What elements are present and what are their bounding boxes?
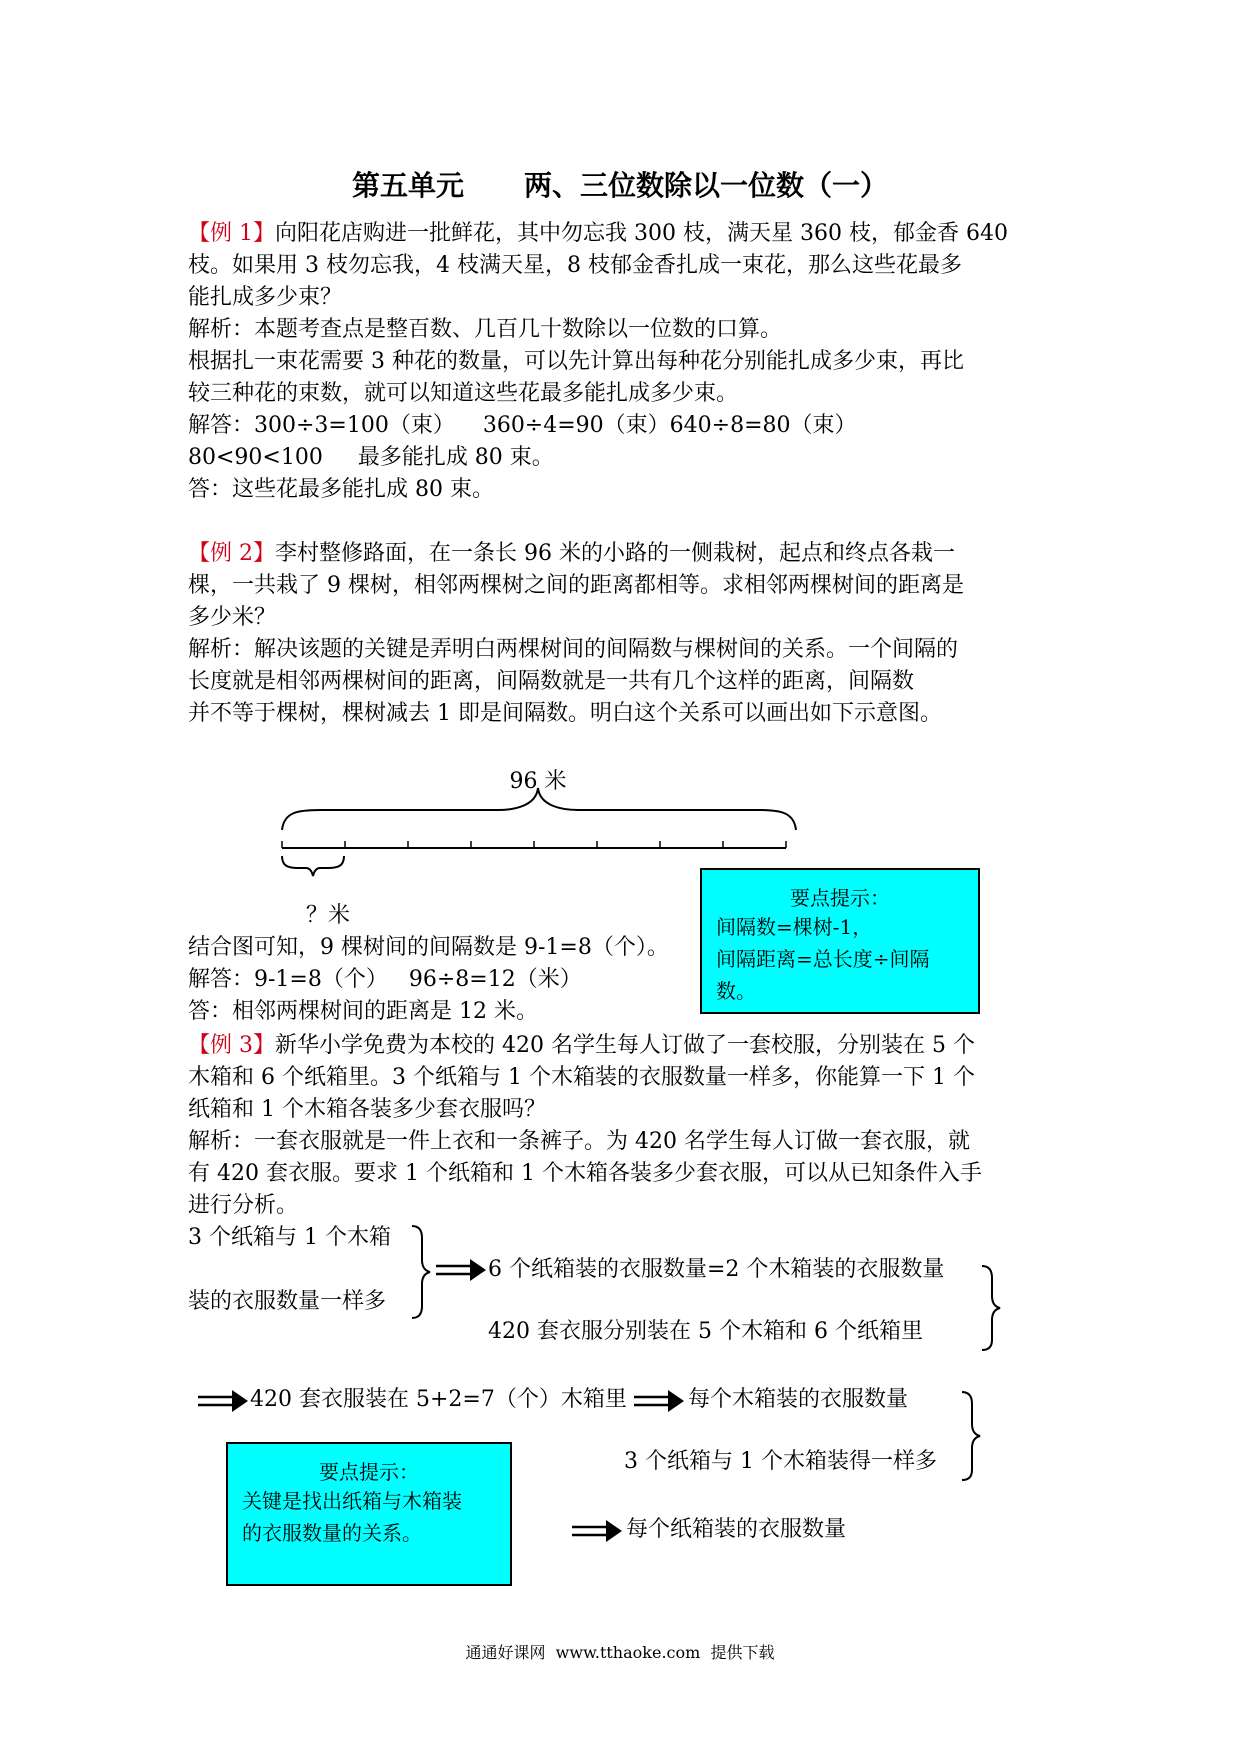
flow-condition-b: 420 套衣服分别装在 5 个木箱和 6 个纸箱里 (488, 1319, 923, 1344)
example1-line-2: 枝。如果用 3 枝勿忘我，4 枝满天星，8 枝郁金香扎成一束花，那么这些花最多 (188, 253, 962, 278)
hint-box-2-line-2: 的衣服数量的关系。 (242, 1521, 422, 1545)
example2-intervals: 结合图可知，9 棵树间的间隔数是 9-1=8（个）。 (188, 935, 669, 960)
flow-result-c: 每个木箱装的衣服数量 (688, 1387, 909, 1412)
title-topic: 两、三位数除以一位数（一） (524, 169, 889, 202)
example2-answer: 答：相邻两棵树间的距离是 12 米。 (188, 999, 538, 1024)
hint-box-1-line-2: 间隔距离=总长度÷间隔 (716, 947, 930, 971)
flow-result-d: 每个纸箱装的衣服数量 (626, 1517, 847, 1542)
double-arrow-icon (634, 1390, 684, 1412)
flow-result-a: 6 个纸箱装的衣服数量=2 个木箱装的衣服数量 (488, 1257, 945, 1282)
example2-line-5: 长度就是相邻两棵树间的距离，间隔数就是一共有几个这样的距离，间隔数 (188, 669, 915, 694)
example2-line-1: 【例 2】李村整修路面，在一条长 96 米的小路的一侧栽树，起点和终点各栽一 (188, 541, 955, 566)
example2-tag: 【例 2】 (188, 541, 275, 566)
hint-box-2 (226, 1442, 512, 1586)
example1-line-1: 【例 1】向阳花店购进一批鲜花，其中勿忘我 300 枝，满天星 360 枝，郁金香 640 (188, 221, 1008, 246)
hint-box-1-line-3: 数。 (716, 979, 756, 1003)
example2-line-2: 棵，一共栽了 9 棵树，相邻两棵树之间的距离都相等。求相邻两棵树间的距离是 (188, 573, 964, 598)
hint-box-1-title: 要点提示： (790, 886, 890, 910)
title-unit: 第五单元 (351, 169, 464, 202)
example2-line-6: 并不等于棵树，棵树减去 1 即是间隔数。明白这个关系可以画出如下示意图。 (188, 701, 942, 726)
example2-analysis: 解析：解决该题的关键是弄明白两棵树间的间隔数与棵树间的关系。一个间隔的 (188, 637, 959, 662)
example3-line-6: 进行分析。 (188, 1193, 299, 1218)
double-arrow-icon (572, 1520, 622, 1542)
flow-condition-a-line-2: 装的衣服数量一样多 (188, 1289, 387, 1314)
flow-condition-a-line-1: 3 个纸箱与 1 个木箱 (188, 1225, 391, 1250)
example3-tag: 【例 3】 (188, 1033, 275, 1058)
example3-line-2: 木箱和 6 个纸箱里。3 个纸箱与 1 个木箱装的衣服数量一样多，你能算一下 1 个 (188, 1065, 975, 1090)
example1-analysis: 解析：本题考查点是整百数、几百几十数除以一位数的口算。 (188, 317, 783, 342)
example1-tag: 【例 1】 (188, 221, 275, 246)
example1-answer: 答：这些花最多能扎成 80 束。 (188, 477, 494, 502)
double-arrow-icon (198, 1390, 248, 1412)
double-arrow-icon (436, 1259, 486, 1281)
brace-right-2 (982, 1266, 1000, 1350)
brace-right-1 (412, 1226, 430, 1318)
example2-solution: 解答：9-1=8（个） 96÷8=12（米） (188, 967, 582, 992)
hint-box-2-line-1: 关键是找出纸箱与木箱装 (242, 1489, 462, 1513)
flow-result-b: 420 套衣服装在 5+2=7（个）木箱里 (250, 1387, 627, 1412)
example1-line-6: 较三种花的束数，就可以知道这些花最多能扎成多少束。 (188, 381, 739, 406)
example2-line-3: 多少米？ (188, 605, 277, 630)
example3-line-5: 有 420 套衣服。要求 1 个纸箱和 1 个木箱各装多少套衣服，可以从已知条件入手 (188, 1161, 982, 1186)
unknown-length-label: ？米 (306, 903, 351, 928)
example1-line-3: 能扎成多少束？ (188, 285, 343, 310)
footer: 通通好课网 www.tthaoke.com 提供下载 (465, 1643, 775, 1662)
total-length-label: 96 米 (509, 769, 567, 794)
brace-right-3 (962, 1392, 980, 1480)
example1-line-5: 根据扎一束花需要 3 种花的数量，可以先计算出每种花分别能扎成多少束，再比 (188, 349, 964, 374)
example3-line-3: 纸箱和 1 个木箱各装多少套衣服吗？ (188, 1097, 546, 1122)
hint-box-1-line-1: 间隔数=棵树-1， (716, 915, 873, 939)
example1-solution: 解答：300÷3=100（束） 360÷4=90（束）640÷8=80（束） (188, 413, 857, 438)
example3-analysis: 解析：一套衣服就是一件上衣和一条裤子。为 420 名学生每人订做一套衣服，就 (188, 1129, 970, 1154)
example1-compare: 80<90<100 最多能扎成 80 束。 (188, 445, 554, 470)
example3-line-1: 【例 3】新华小学免费为本校的 420 名学生每人订做了一套校服，分别装在 5 个 (188, 1033, 975, 1058)
hint-box-2-title: 要点提示： (319, 1460, 419, 1484)
flow-condition-c: 3 个纸箱与 1 个木箱装得一样多 (624, 1449, 937, 1474)
